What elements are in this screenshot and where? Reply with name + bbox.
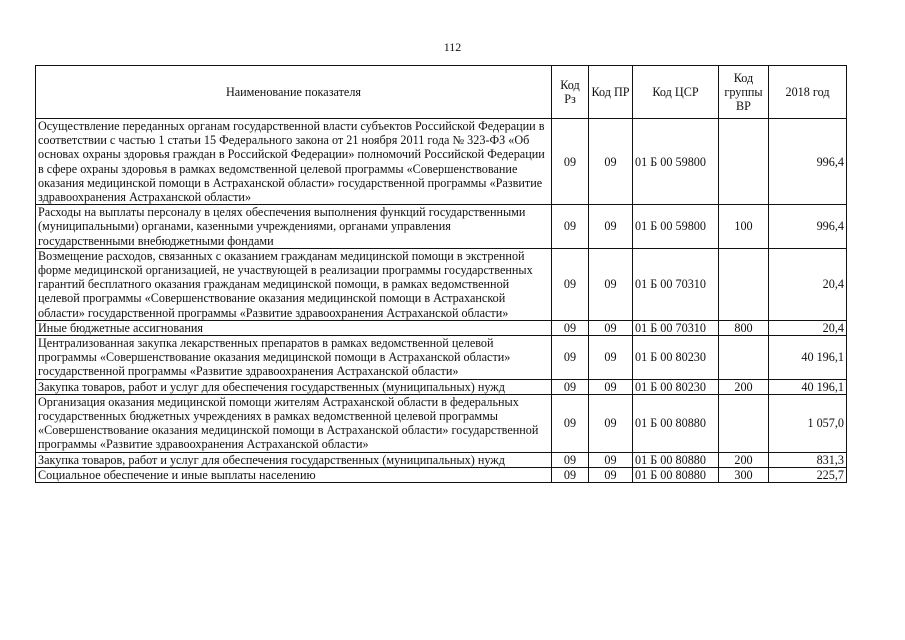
- row-name: Организация оказания медицинской помощи жителям Астраханской области в федеральных государственных бюджетных учреждениях в рамках ведомственной целевой программы «Совершенствование оказания медицинской помощи в Астраханской области» государственной программы «Развитие здравоохранения Астраханской области»: [36, 394, 552, 452]
- row-rz: 09: [552, 394, 589, 452]
- row-name: Социальное обеспечение и иные выплаты населению: [36, 467, 552, 482]
- table-row: [36, 452, 847, 467]
- row-csr: 01 Б 00 70310: [633, 320, 719, 335]
- header-year: 2018 год: [769, 66, 847, 119]
- row-name: Иные бюджетные ассигнования: [36, 320, 552, 335]
- header-name: Наименование показателя: [36, 66, 552, 119]
- table-row: [36, 320, 847, 335]
- row-amount: 20,4: [769, 320, 847, 335]
- table-header-row: [36, 66, 847, 119]
- header-pr: Код ПР: [589, 66, 633, 119]
- row-rz: 09: [552, 467, 589, 482]
- header-vr: Код группы ВР: [719, 66, 769, 119]
- budget-table: [35, 65, 847, 483]
- row-rz: 09: [552, 320, 589, 335]
- row-pr: 09: [589, 248, 633, 320]
- table-row: [36, 379, 847, 394]
- row-rz: 09: [552, 379, 589, 394]
- table-row: [36, 205, 847, 249]
- table-row: [36, 119, 847, 205]
- header-rz: Код Рз: [552, 66, 589, 119]
- row-pr: 09: [589, 119, 633, 205]
- row-vr: [719, 336, 769, 380]
- row-name: Закупка товаров, работ и услуг для обеспечения государственных (муниципальных) нужд: [36, 452, 552, 467]
- row-rz: 09: [552, 452, 589, 467]
- row-vr: 200: [719, 452, 769, 467]
- row-rz: 09: [552, 336, 589, 380]
- row-vr: [719, 119, 769, 205]
- row-name: Возмещение расходов, связанных с оказанием гражданам медицинской помощи в экстренной форме медицинской организацией, не участвующей в реализации программы государственных гарантий бесплатного оказания гражданам медицинской помощи, в рамках ведомственной целевой программы «Совершенствование оказания медицинской помощи в Астраханской области» государственной программы «Развитие здравоохранения Астраханской области»: [36, 248, 552, 320]
- row-name: Расходы на выплаты персоналу в целях обеспечения выполнения функций государственными (муниципальными) органами, казенными учреждениями, органами управления государственными внебюджетными фондами: [36, 205, 552, 249]
- row-csr: 01 Б 00 59800: [633, 205, 719, 249]
- table-row: [36, 394, 847, 452]
- row-name: Централизованная закупка лекарственных препаратов в рамках ведомственной целевой программы «Совершенствование оказания медицинской помощи в Астраханской области» государственной программы «Развитие здравоохранения Астраханской области»: [36, 336, 552, 380]
- row-amount: 831,3: [769, 452, 847, 467]
- row-csr: 01 Б 00 80880: [633, 452, 719, 467]
- row-vr: [719, 248, 769, 320]
- row-pr: 09: [589, 205, 633, 249]
- row-pr: 09: [589, 394, 633, 452]
- row-pr: 09: [589, 379, 633, 394]
- row-amount: 1 057,0: [769, 394, 847, 452]
- row-vr: 100: [719, 205, 769, 249]
- table-row: [36, 248, 847, 320]
- row-rz: 09: [552, 205, 589, 249]
- row-csr: 01 Б 00 59800: [633, 119, 719, 205]
- row-amount: 996,4: [769, 205, 847, 249]
- table-row: [36, 467, 847, 482]
- table-row: [36, 336, 847, 380]
- row-csr: 01 Б 00 80880: [633, 467, 719, 482]
- row-rz: 09: [552, 119, 589, 205]
- row-vr: 200: [719, 379, 769, 394]
- row-amount: 40 196,1: [769, 336, 847, 380]
- row-amount: 20,4: [769, 248, 847, 320]
- row-vr: 300: [719, 467, 769, 482]
- row-amount: 40 196,1: [769, 379, 847, 394]
- row-amount: 225,7: [769, 467, 847, 482]
- row-name: Закупка товаров, работ и услуг для обеспечения государственных (муниципальных) нужд: [36, 379, 552, 394]
- header-csr: Код ЦСР: [633, 66, 719, 119]
- row-csr: 01 Б 00 80230: [633, 379, 719, 394]
- row-vr: 800: [719, 320, 769, 335]
- row-csr: 01 Б 00 80880: [633, 394, 719, 452]
- row-name: Осуществление переданных органам государственной власти субъектов Российской Федерации в соответствии с частью 1 статьи 15 Федерального закона от 21 ноября 2011 года № 323-ФЗ «Об основах охраны здоровья граждан в Российской Федерации» полномочий Российской Федерации в сфере охраны здоровья в рамках ведомственной целевой программы «Совершенствование оказания медицинской помощи в Астраханской области» государственной программы «Развитие здравоохранения Астраханской области»: [36, 119, 552, 205]
- row-pr: 09: [589, 467, 633, 482]
- row-csr: 01 Б 00 80230: [633, 336, 719, 380]
- row-pr: 09: [589, 320, 633, 335]
- row-vr: [719, 394, 769, 452]
- row-amount: 996,4: [769, 119, 847, 205]
- row-pr: 09: [589, 452, 633, 467]
- page-number: 112: [443, 40, 462, 54]
- row-csr: 01 Б 00 70310: [633, 248, 719, 320]
- row-pr: 09: [589, 336, 633, 380]
- row-rz: 09: [552, 248, 589, 320]
